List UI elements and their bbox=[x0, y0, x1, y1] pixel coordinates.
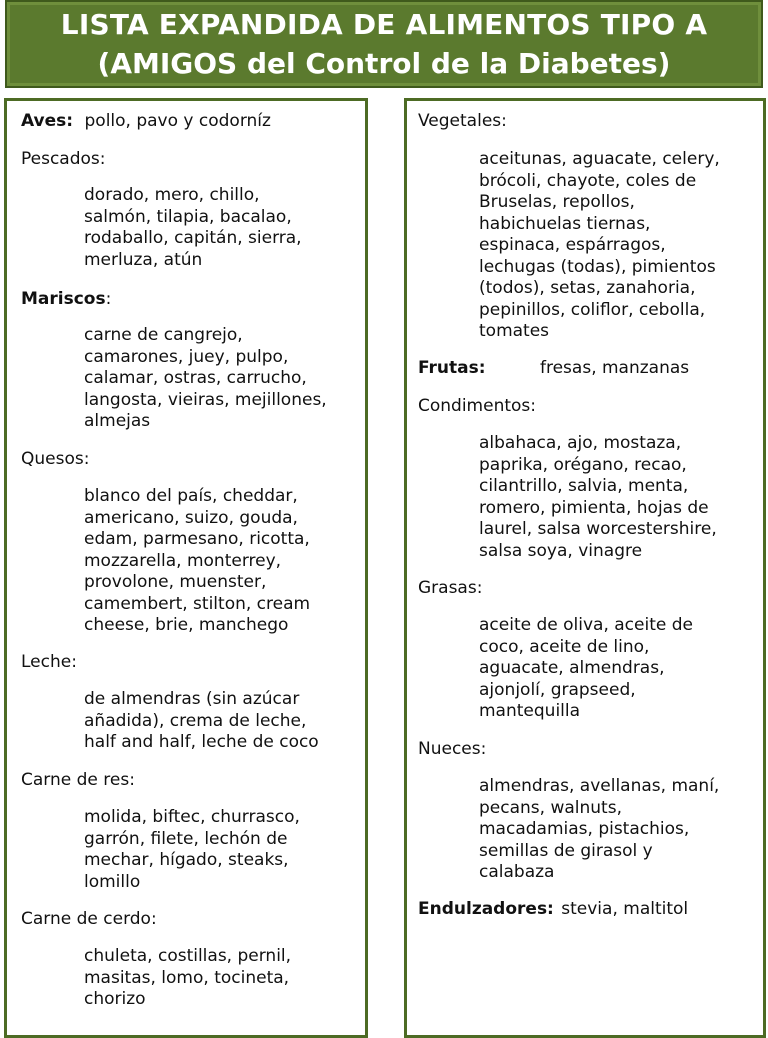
list-line: americano, suizo, gouda, bbox=[84, 507, 298, 528]
category-aves-items: pollo, pavo y codorníz bbox=[84, 111, 271, 131]
list-line: semillas de girasol y bbox=[479, 840, 653, 861]
category-grasas-items bbox=[479, 615, 693, 723]
list-line: almejas bbox=[84, 411, 151, 431]
list-line: albahaca, ajo, mostaza, bbox=[479, 433, 682, 453]
list-line: salmón, tilapia, bacalao, bbox=[84, 206, 292, 227]
list-line: coco, aceite de lino, bbox=[479, 636, 650, 657]
category-frutas-items: fresas, manzanas bbox=[540, 358, 690, 378]
category-grasas-label: Grasas: bbox=[418, 578, 483, 598]
category-condimentos-label: Condimentos: bbox=[418, 396, 537, 416]
list-line: Bruselas, repollos, bbox=[479, 192, 635, 212]
list-line: tomates bbox=[479, 321, 550, 341]
category-nueces-label: Nueces: bbox=[418, 739, 487, 759]
category-pescados-items bbox=[84, 185, 302, 271]
list-line: edam, parmesano, ricotta, bbox=[84, 529, 310, 549]
category-frutas-label: Frutas: bbox=[418, 358, 486, 378]
list-line: almendras, avellanas, maní, bbox=[479, 776, 720, 796]
list-line: romero, pimienta, hojas de bbox=[479, 497, 709, 518]
category-endulzadores-items: stevia, maltitol bbox=[561, 899, 689, 919]
category-quesos-items bbox=[84, 486, 310, 637]
category-res-label: Carne de res: bbox=[21, 770, 135, 790]
category-aves bbox=[21, 111, 271, 132]
list-line: pepinillos, coliflor, cebolla, bbox=[479, 299, 706, 320]
list-line: carne de cangrejo, bbox=[84, 325, 243, 345]
category-leche-label: Leche: bbox=[21, 652, 77, 672]
list-line: chorizo bbox=[84, 989, 146, 1009]
list-line: calamar, ostras, carrucho, bbox=[84, 368, 307, 388]
title-line-2: (AMIGOS del Control de la Diabetes) bbox=[97, 47, 671, 80]
list-line: chuleta, costillas, pernil, bbox=[84, 946, 292, 966]
list-line: cilantrillo, salvia, menta, bbox=[479, 476, 689, 496]
list-line: mantequilla bbox=[479, 701, 581, 721]
list-line: camarones, juey, pulpo, bbox=[84, 346, 289, 367]
list-line: ajonjolí, grapseed, bbox=[479, 679, 636, 700]
category-cerdo-label: Carne de cerdo: bbox=[21, 909, 157, 929]
title-line-1: LISTA EXPANDIDA DE ALIMENTOS TIPO A bbox=[60, 8, 708, 41]
list-line: aceitunas, aguacate, celery, bbox=[479, 149, 720, 169]
list-line: cheese, brie, manchego bbox=[84, 615, 289, 635]
list-line: mozzarella, monterrey, bbox=[84, 550, 282, 571]
list-line: añadida), crema de leche, bbox=[84, 710, 307, 731]
list-line: espinaca, espárragos, bbox=[479, 235, 666, 255]
list-line: half and half, leche de coco bbox=[84, 732, 319, 752]
category-condimentos-items bbox=[479, 433, 717, 562]
category-nueces-items bbox=[479, 776, 719, 884]
list-line: merluza, atún bbox=[84, 249, 203, 270]
list-line: macadamias, pistachios, bbox=[479, 819, 690, 839]
category-vegetales-label: Vegetales: bbox=[418, 111, 507, 131]
title-banner bbox=[5, 0, 763, 88]
list-line: langosta, vieiras, mejillones, bbox=[84, 389, 327, 410]
list-line: molida, biftec, churrasco, bbox=[84, 807, 300, 827]
category-mariscos bbox=[21, 289, 111, 310]
list-line: provolone, muenster, bbox=[84, 572, 267, 592]
category-res-items bbox=[84, 807, 300, 893]
category-cerdo-items bbox=[84, 946, 291, 1011]
list-line: garrón, filete, lechón de bbox=[84, 828, 288, 849]
category-pescados-label: Pescados: bbox=[21, 149, 106, 169]
list-line: aceite de oliva, aceite de bbox=[479, 615, 693, 635]
category-mariscos-items bbox=[84, 325, 327, 433]
list-line: lechugas (todas), pimientos bbox=[479, 256, 716, 277]
list-line: lomillo bbox=[84, 871, 141, 892]
list-line: salsa soya, vinagre bbox=[479, 540, 643, 561]
list-line: masitas, lomo, tocineta, bbox=[84, 967, 290, 988]
list-line: (todos), setas, zanahoria, bbox=[479, 278, 696, 298]
list-line: de almendras (sin azúcar bbox=[84, 689, 300, 709]
category-endulzadores-label: Endulzadores: bbox=[418, 899, 554, 919]
category-leche-items bbox=[84, 689, 319, 754]
category-mariscos-colon: : bbox=[105, 289, 112, 309]
list-line: aguacate, almendras, bbox=[479, 658, 665, 678]
list-line: brócoli, chayote, coles de bbox=[479, 170, 697, 191]
category-endulzadores bbox=[418, 899, 688, 920]
list-line: laurel, salsa worcestershire, bbox=[479, 519, 717, 539]
list-line: calabaza bbox=[479, 862, 555, 882]
list-line: pecans, walnuts, bbox=[479, 797, 622, 818]
category-quesos-label: Quesos: bbox=[21, 449, 90, 469]
list-line: rodaballo, capitán, sierra, bbox=[84, 228, 302, 248]
left-column bbox=[4, 98, 368, 1038]
list-line: blanco del país, cheddar, bbox=[84, 486, 298, 506]
category-vegetales-items bbox=[479, 149, 720, 343]
list-line: habichuelas tiernas, bbox=[479, 213, 651, 234]
right-column bbox=[404, 98, 766, 1038]
list-line: mechar, hígado, steaks, bbox=[84, 850, 289, 870]
category-mariscos-label: Mariscos bbox=[21, 289, 106, 309]
list-line: paprika, orégano, recao, bbox=[479, 454, 687, 475]
category-aves-label: Aves: bbox=[21, 111, 74, 131]
list-line: dorado, mero, chillo, bbox=[84, 185, 260, 205]
list-line: camembert, stilton, cream bbox=[84, 593, 311, 614]
category-frutas bbox=[418, 358, 690, 379]
